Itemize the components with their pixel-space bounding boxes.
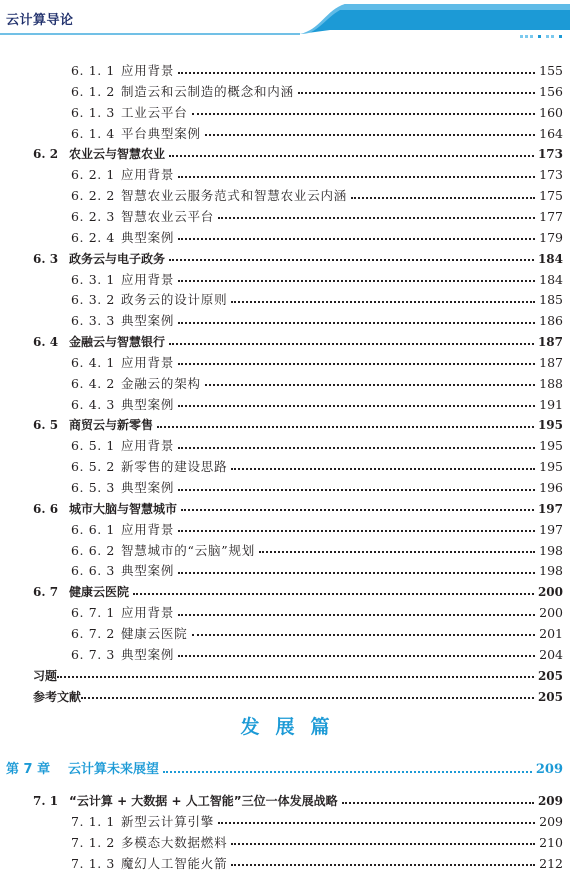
toc-subsection-entry[interactable] (0, 290, 570, 310)
toc-entry-title: 政务云的设计原则 (121, 292, 228, 308)
dot-leader (178, 447, 535, 449)
toc-page-number: 156 (539, 83, 563, 99)
toc-entry-title: 金融云的架构 (121, 375, 201, 391)
toc-page-number: 200 (539, 605, 563, 621)
toc-entry-title: 典型案例 (121, 563, 175, 579)
dot-leader (218, 217, 535, 219)
toc-subsection-entry[interactable] (0, 436, 570, 456)
toc-entry-number: 6. 4. 2 (71, 375, 115, 391)
chapter-number: 第 7 章 (6, 762, 51, 777)
toc-misc-entry[interactable] (0, 666, 570, 686)
toc-subsection-entry[interactable] (0, 103, 570, 123)
dot-leader (169, 259, 534, 261)
toc-entry-number: 7. 1. 1 (71, 813, 115, 829)
toc-entry-number: 6. 5. 3 (71, 480, 115, 495)
toc-entry-title: 应用背景 (121, 167, 175, 183)
toc-entry-number: 6. 3. 3 (71, 313, 115, 329)
toc-section-entry[interactable] (0, 249, 570, 269)
dot-leader (178, 176, 535, 178)
toc-subsection-entry[interactable] (0, 207, 570, 227)
toc-subsection-entry[interactable] (0, 124, 570, 144)
dot-leader (157, 426, 534, 428)
toc-entry-title: 应用背景 (121, 63, 175, 78)
dot-leader (178, 530, 535, 532)
toc-entry-number: 6. 6. 3 (71, 563, 115, 579)
toc-entry-number: 6. 3. 1 (71, 271, 115, 287)
toc-subsection-entry[interactable] (0, 603, 570, 623)
toc-subsection-entry[interactable] (0, 854, 570, 874)
dot-leader (178, 572, 535, 574)
toc-page-number: 204 (539, 646, 563, 662)
toc-entry-number: 6. 1. 4 (71, 125, 115, 141)
toc-entry-number: 6. 2. 4 (71, 229, 115, 245)
toc-entry-number: 6. 6. 1 (71, 521, 115, 537)
toc-entry-title: 城市大脑与智慧城市 (69, 501, 178, 516)
toc-section-entry[interactable] (0, 499, 570, 519)
toc-subsection-entry[interactable] (0, 541, 570, 561)
dot-leader (192, 113, 535, 115)
toc-subsection-entry[interactable] (0, 561, 570, 581)
toc-entry-number: 7. 1. 2 (71, 834, 115, 850)
toc-entry-number: 6. 4. 3 (71, 396, 115, 412)
toc-subsection-entry[interactable] (0, 311, 570, 331)
toc-page-number: 164 (539, 125, 563, 141)
toc-entry-title: 智慧城市的“云脑”规划 (121, 542, 256, 558)
toc-page-number: 173 (537, 147, 563, 162)
toc-entry-number: 6. 7. 1 (71, 605, 115, 621)
toc-entry-number: 6. 2. 1 (71, 167, 115, 183)
toc-page-number: 209 (539, 813, 563, 829)
toc-page-number: 200 (537, 585, 563, 600)
toc-entry-title: 商贸云与新零售 (69, 418, 154, 433)
toc-page-number: 205 (537, 689, 563, 704)
toc-entry-number: 6. 6. 2 (71, 542, 115, 558)
toc-page-number: 179 (539, 229, 563, 245)
toc-page-number: 209 (537, 794, 563, 808)
toc-entry-number: 7. 1. 3 (71, 855, 115, 871)
toc-page-number: 195 (539, 438, 563, 454)
toc-subsection-entry[interactable] (0, 812, 570, 832)
toc-entry-title: 应用背景 (121, 438, 175, 454)
toc-page-number: 160 (539, 104, 563, 120)
toc-subsection-entry[interactable] (0, 186, 570, 206)
toc-entry-number: 6. 4. 1 (71, 354, 115, 370)
toc-entry-title: 智慧农业云平台 (121, 208, 215, 224)
toc-entry-title: “云计算 + 大数据 + 人工智能”三位一体发展战略 (69, 794, 338, 808)
toc-entry-title: 健康云医院 (121, 625, 188, 641)
dot-leader (178, 655, 535, 657)
toc-entry-number: 6. 3 (33, 251, 59, 266)
part-title: 发展篇 (240, 716, 346, 738)
dot-leader (231, 843, 535, 845)
toc-entry-number: 7. 1 (33, 794, 59, 808)
toc-entry-title: 金融云与智慧银行 (69, 335, 166, 350)
toc-entry-title: 典型案例 (121, 229, 175, 245)
dot-leader (192, 634, 535, 636)
dot-leader (351, 197, 535, 199)
toc-entry-number: 6. 7. 3 (71, 646, 115, 662)
toc-entry-title: 平台典型案例 (121, 125, 201, 141)
dot-leader (259, 551, 535, 553)
toc-page-number: 155 (539, 63, 563, 78)
toc-entry-number: 6. 2 (33, 147, 59, 162)
dot-leader (178, 614, 535, 616)
toc-entry-title: 智慧农业云服务范式和智慧农业云内涵 (121, 188, 348, 204)
toc-entry-number: 6. 2. 3 (71, 208, 115, 224)
chapter-title: 云计算未来展望 (68, 762, 160, 777)
toc-entry-number: 6. 1. 1 (71, 63, 115, 78)
toc-entry-title: 应用背景 (121, 605, 175, 621)
dot-leader (342, 802, 534, 804)
toc-page-number: 201 (539, 625, 563, 641)
dot-leader (163, 771, 532, 773)
toc-section-entry[interactable] (0, 582, 570, 602)
toc-entry-title: 应用背景 (121, 521, 175, 537)
toc-misc-entry[interactable] (0, 687, 570, 707)
toc-subsection-entry[interactable] (0, 374, 570, 394)
toc-entry-title: 新型云计算引擎 (121, 813, 215, 829)
toc-entry-title: 典型案例 (121, 646, 175, 662)
toc-page-number: 198 (539, 542, 563, 558)
toc-page-number: 184 (537, 251, 563, 266)
toc-entry-title: 典型案例 (121, 313, 175, 329)
toc-page-number: 186 (539, 313, 563, 329)
toc-entry-number: 6. 7 (33, 585, 59, 600)
toc-entry-number: 6. 3. 2 (71, 292, 115, 308)
toc-entry-title: 制造云和云制造的概念和内涵 (121, 83, 294, 99)
toc-page-number: 196 (539, 480, 563, 495)
dot-leader (231, 301, 535, 303)
dot-leader (169, 155, 534, 157)
toc-subsection-entry[interactable] (0, 353, 570, 373)
toc-entry-title: 新零售的建设思路 (121, 459, 228, 475)
toc-section-entry[interactable] (0, 144, 570, 164)
dot-leader (178, 363, 535, 365)
toc-page-number: 191 (539, 396, 563, 412)
toc-entry-number: 6. 5. 1 (71, 438, 115, 454)
toc-section-entry[interactable] (0, 415, 570, 435)
toc-page-number: 187 (537, 335, 563, 350)
toc-entry-title: 典型案例 (121, 396, 175, 412)
toc-entry-number: 6. 5 (33, 418, 59, 433)
toc-entry-title: 工业云平台 (121, 104, 188, 120)
toc-entry-number: 6. 2. 2 (71, 188, 115, 204)
toc-page-number: 187 (539, 354, 563, 370)
toc-page-number: 197 (537, 501, 563, 516)
toc-entry-title: 多模态大数据燃料 (121, 834, 228, 850)
toc-subsection-entry[interactable] (0, 165, 570, 185)
toc-section-entry[interactable] (0, 791, 570, 811)
toc-entry-title: 农业云与智慧农业 (69, 147, 166, 162)
toc-entry-number: 6. 1. 2 (71, 83, 115, 99)
dot-leader (57, 676, 534, 678)
toc-page-number: 195 (539, 459, 563, 475)
dot-leader (205, 384, 535, 386)
toc-subsection-entry[interactable] (0, 395, 570, 415)
toc-page-number: 177 (539, 208, 563, 224)
dot-leader (178, 322, 535, 324)
dot-leader (178, 280, 535, 282)
toc-subsection-entry[interactable] (0, 82, 570, 102)
toc-subsection-entry[interactable] (0, 457, 570, 477)
toc-page-number: 195 (537, 418, 563, 433)
dot-leader (178, 405, 535, 407)
toc-entry-title: 应用背景 (121, 271, 175, 287)
running-header-title: 云计算导论 (6, 13, 74, 28)
toc-entry-title: 参考文献 (33, 689, 82, 704)
dot-leader (218, 822, 535, 824)
toc-page-number: 173 (539, 167, 563, 183)
toc-subsection-entry[interactable] (0, 645, 570, 665)
toc-page-number: 197 (539, 521, 563, 537)
toc-page-number: 198 (539, 563, 563, 579)
toc-page-number: 175 (539, 188, 563, 204)
toc-subsection-entry[interactable] (0, 520, 570, 540)
toc-entry-title: 魔幻人工智能火箭 (121, 855, 228, 871)
toc-subsection-entry[interactable] (0, 624, 570, 644)
dot-leader (178, 489, 535, 491)
dot-leader (231, 468, 535, 470)
toc-page-number: 212 (539, 855, 563, 871)
dot-leader (181, 509, 534, 511)
toc-page-number: 188 (539, 375, 563, 391)
dot-leader (133, 593, 534, 595)
toc-subsection-entry[interactable] (0, 270, 570, 290)
toc-entry-number: 6. 1. 3 (71, 104, 115, 120)
dot-leader (205, 134, 535, 136)
toc-entry-number: 6. 6 (33, 501, 59, 516)
toc-subsection-entry[interactable] (0, 478, 570, 498)
toc-section-entry[interactable] (0, 332, 570, 352)
toc-entry-number: 6. 7. 2 (71, 625, 115, 641)
dot-leader (178, 72, 535, 74)
toc-page-number: 185 (539, 292, 563, 308)
toc-page-number: 184 (539, 271, 563, 287)
toc-subsection-entry[interactable] (0, 833, 570, 853)
dot-leader (178, 238, 535, 240)
toc-page-number: 205 (537, 668, 563, 683)
toc-entry-title: 健康云医院 (69, 585, 130, 600)
toc-chapter-entry[interactable] (0, 760, 570, 780)
chapter-page-number: 209 (535, 762, 563, 777)
toc-subsection-entry[interactable] (0, 61, 570, 81)
toc-subsection-entry[interactable] (0, 228, 570, 248)
dot-leader (298, 92, 535, 94)
dot-leader (231, 864, 535, 866)
toc-entry-title: 典型案例 (121, 480, 175, 495)
toc-entry-title: 政务云与电子政务 (69, 251, 166, 266)
toc-entry-title: 应用背景 (121, 354, 175, 370)
toc-entry-number: 6. 5. 2 (71, 459, 115, 475)
dot-leader (169, 343, 534, 345)
toc-entry-title: 习题 (33, 668, 58, 683)
dot-leader (81, 697, 534, 699)
toc-entry-number: 6. 4 (33, 335, 59, 350)
toc-page-number: 210 (539, 834, 563, 850)
